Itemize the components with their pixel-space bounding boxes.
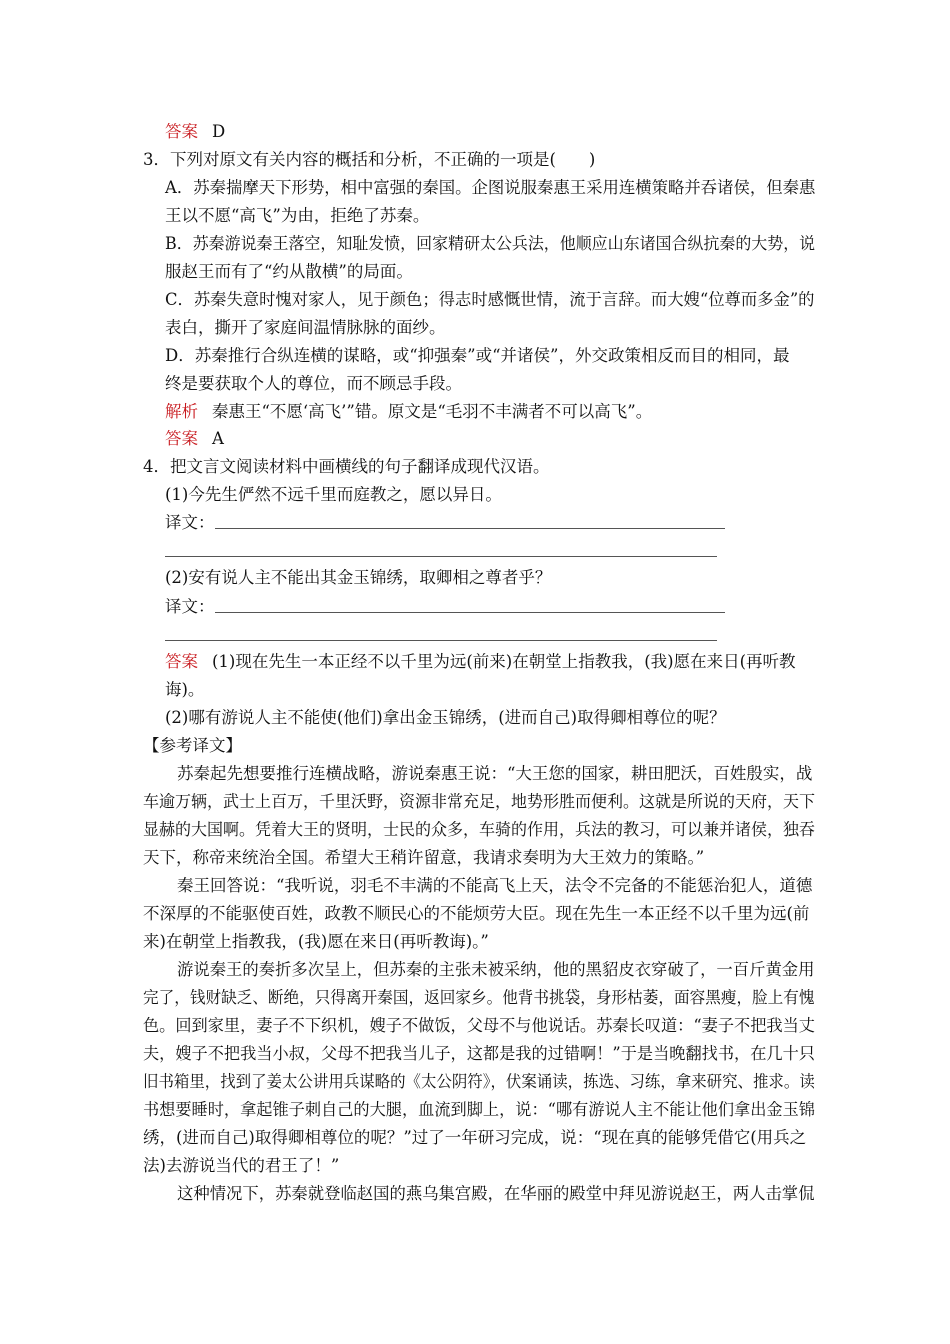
q4-item1-answer-blank: [215, 528, 725, 529]
reference-p3-line4: 夫，嫂子不把我当小叔，父母不把我当儿子，这都是我的过错啊！”于是当晚翻找书，在几十只: [143, 1044, 815, 1063]
reference-p4-line1: 这种情况下，苏秦就登临赵国的燕乌集宫殿，在华丽的殿堂中拜见游说赵王，两人击掌侃: [177, 1184, 815, 1203]
q4-answer-line1: (1)现在先生一本正经不以千里为远(前来)在朝堂上指教我，(我)愿在来日(再听教: [212, 652, 796, 671]
reference-p3-line6: 书想要睡时，拿起锥子刺自己的大腿，血流到脚上，说：“哪有游说人主不能让他们拿出金玉锦: [143, 1100, 815, 1119]
q4-answer-line2: 诲)。: [165, 680, 205, 699]
q4-stem: 4．把文言文阅读材料中画横线的句子翻译成现代汉语。: [143, 457, 550, 476]
q4-answer-line3: (2)哪有游说人主不能使(他们)拿出金玉锦绣，(进而自己)取得卿相尊位的呢？: [165, 708, 726, 727]
reference-p2-line3: 来)在朝堂上指教我，(我)愿在来日(再听教诲)。”: [143, 932, 489, 951]
q4-item2-prompt: 译文：: [165, 597, 215, 616]
reference-p3-line5: 旧书箱里，找到了姜太公讲用兵谋略的《太公阴符》，伏案诵读，拣选、习练，拿来研究、推求。读: [143, 1072, 815, 1091]
q3-option-c-line2: 表白，撕开了家庭间温情脉脉的面纱。: [165, 318, 446, 337]
q4-item1-sentence: (1)今先生俨然不远千里而庭教之，愿以异日。: [165, 485, 502, 504]
q3-answer-value: A: [212, 429, 224, 448]
q3-analysis-text: 秦惠王“不愿‘高飞’”错。原文是“毛羽不丰满者不可以高飞”。: [212, 402, 653, 421]
reference-p1-line3: 显赫的大国啊。凭着大王的贤明，士民的众多，车骑的作用，兵法的教习，可以兼并诸侯，独吞: [143, 820, 815, 839]
reference-p3-line2: 完了，钱财缺乏、断绝，只得离开秦国，返回家乡。他背书挑袋，身形枯萎，面容黑瘦，脸上有愧: [143, 988, 815, 1007]
q3-option-a-line2: 王以不愿“高飞”为由，拒绝了苏秦。: [165, 206, 430, 225]
q3-analysis-label: 解析: [165, 402, 198, 421]
reference-p3-line8: 法)去游说当代的君王了！”: [143, 1156, 340, 1175]
reference-p3-line1: 游说秦王的奏折多次呈上，但苏秦的主张未被采纳，他的黑貂皮衣穿破了，一百斤黄金用: [177, 960, 815, 979]
reference-p1-line1: 苏秦起先想要推行连横战略，游说秦惠王说：“大王您的国家，耕田肥沃，百姓殷实，战: [177, 764, 813, 783]
q3-stem: 3．下列对原文有关内容的概括和分析，不正确的一项是( ): [143, 150, 596, 169]
q3-option-d-line2: 终是要获取个人的尊位，而不顾忌手段。: [165, 374, 462, 393]
reference-p3-line7: 绣，(进而自己)取得卿相尊位的呢？”过了一年研习完成，说：“现在真的能够凭借它(用兵之: [143, 1128, 807, 1147]
reference-p3-line3: 色。回到家里，妻子不下织机，嫂子不做饭，父母不与他说话。苏秦长叹道：“妻子不把我当丈: [143, 1016, 815, 1035]
q4-item2-sentence: (2)安有说人主不能出其金玉锦绣，取卿相之尊者乎？: [165, 568, 552, 587]
q4-item2-answer-blank-2: [165, 640, 717, 641]
q4-item1-answer-blank-2: [165, 556, 717, 557]
q4-item1-prompt: 译文：: [165, 513, 215, 532]
q3-option-c-line1: C．苏秦失意时愧对家人，见于颜色；得志时感慨世情，流于言辞。而大嫂“位尊而多金”的: [165, 290, 815, 309]
reference-p1-line2: 车逾万辆，武士上百万，千里沃野，资源非常充足，地势形胜而便利。这就是所说的天府，天下: [143, 792, 815, 811]
q3-answer-label: 答案: [165, 429, 198, 448]
q2-answer-label: 答案: [165, 122, 198, 141]
q3-option-b-line2: 服赵王而有了“约从散横”的局面。: [165, 262, 413, 281]
reference-p1-line4: 天下，称帝来统治全国。希望大王稍许留意，我请求奏明为大王效力的策略。”: [143, 848, 705, 867]
q4-answer-label: 答案: [165, 652, 198, 671]
q3-option-a-line1: A．苏秦揣摩天下形势，相中富强的秦国。企图说服秦惠王采用连横策略并吞诸侯，但秦惠: [165, 178, 816, 197]
q3-option-d-line1: D．苏秦推行合纵连横的谋略，或“抑强秦”或“并诸侯”，外交政策相反而目的相同，最: [165, 346, 790, 365]
reference-p2-line2: 不深厚的不能驱使百姓，政教不顺民心的不能烦劳大臣。现在先生一本正经不以千里为远(前: [143, 904, 810, 923]
q3-option-b-line1: B．苏秦游说秦王落空，知耻发愤，回家精研太公兵法，他顺应山东诸国合纵抗秦的大势，说: [165, 234, 816, 253]
reference-p2-line1: 秦王回答说：“我听说，羽毛不丰满的不能高飞上天，法令不完备的不能惩治犯人，道德: [177, 876, 813, 895]
q2-answer-value: D: [212, 122, 226, 141]
reference-heading: 【参考译文】: [143, 736, 242, 755]
q4-item2-answer-blank: [215, 612, 725, 613]
